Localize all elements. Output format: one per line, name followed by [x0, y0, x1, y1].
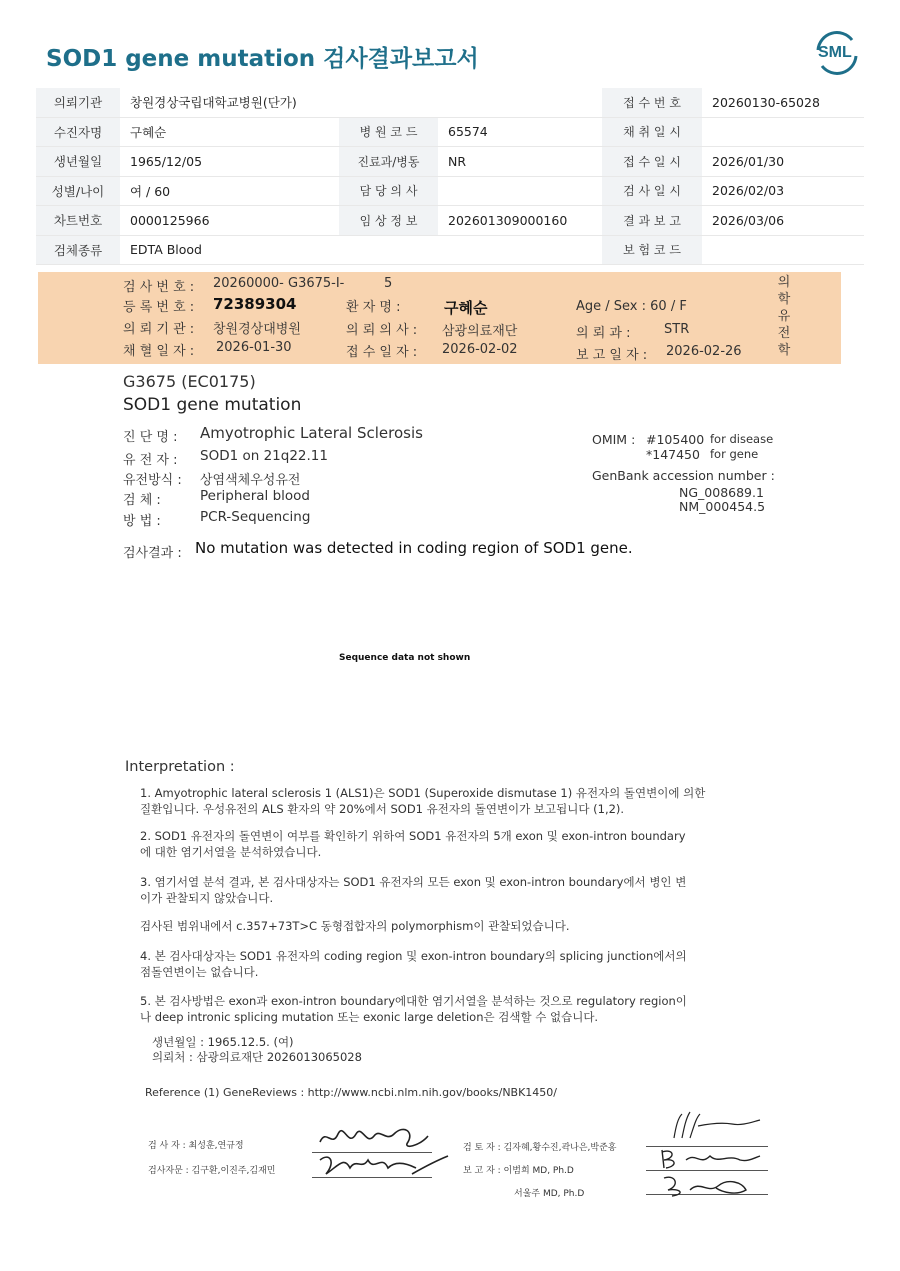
diag-value: Amyotrophic Lateral Sclerosis [200, 424, 423, 442]
band-doc-label: 의 뢰 의 사 : [346, 323, 418, 338]
org-value: 창원경상국립대학교병원(단가) [120, 88, 602, 117]
band-draw: 2026-01-30 [216, 340, 292, 355]
interp-1b: 질환입니다. 우성유전의 ALS 환자의 약 20%에서 SOD1 유전자의 돌연변이가 보고됩니다 (1,2). [140, 802, 625, 816]
chart-label: 차트번호 [36, 206, 120, 236]
band-recv: 2026-02-02 [442, 342, 518, 357]
reporter2-signature [656, 1172, 766, 1198]
band-test-no-suffix: 5 [384, 276, 393, 291]
band-reg: 72389304 [213, 295, 297, 313]
interpretation-title: Interpretation : [125, 759, 235, 775]
band-doc: 삼광의료재단 [442, 324, 518, 339]
omim-gene-note: for gene [710, 447, 759, 461]
band-org: 창원경상대병원 [213, 322, 301, 337]
table-row [36, 235, 864, 265]
reporter2: 서울주 MD, Ph.D [514, 1189, 585, 1199]
dob-line: 생년월일 : 1965.12.5. (여) [152, 1035, 294, 1049]
reporter-signature [656, 1146, 766, 1172]
dept-value: NR [438, 147, 602, 177]
chart-value: 0000125966 [120, 206, 339, 236]
table-row [36, 117, 864, 147]
band-reg-label: 등 록 번 호 : [123, 300, 195, 315]
genbank-nm: NM_000454.5 [679, 499, 766, 514]
band-report: 2026-02-26 [666, 344, 742, 359]
band-org-label: 의 뢰 기 관 : [123, 322, 195, 337]
band-recv-label: 접 수 일 자 : [346, 345, 418, 360]
reviewer: 검 토 자 : 김자혜,황수진,곽나은,박준홍 [463, 1143, 617, 1153]
omim-disease: #105400 [646, 432, 705, 447]
sex-value: 여 / 60 [120, 176, 339, 206]
band-age-sex: Age / Sex : 60 / F [576, 299, 687, 314]
test-date-label: 검 사 일 시 [602, 176, 702, 206]
omim-disease-note: for disease [710, 432, 774, 446]
table-row [36, 176, 864, 206]
org-label: 의뢰기관 [36, 88, 120, 117]
band-test-no: 20260000- G3675-I- [213, 276, 345, 291]
hosp-code-value: 65574 [438, 117, 602, 147]
method-label: 방 법 : [123, 514, 161, 529]
sequence-note: Sequence data not shown [339, 653, 471, 663]
interp-3b: 이가 관찰되지 않았습니다. [140, 891, 274, 905]
genbank-ng: NG_008689.1 [679, 485, 764, 500]
specimen-label: 검체종류 [36, 235, 120, 265]
dept-label: 진료과/병동 [339, 147, 438, 177]
genbank-label: GenBank accession number : [592, 468, 775, 483]
spec-value: Peripheral blood [200, 488, 310, 504]
test-name: SOD1 gene mutation [123, 395, 302, 415]
doctor-value [438, 176, 602, 206]
collect-value [702, 117, 864, 147]
reviewer-signature [668, 1108, 768, 1146]
logo-text: SML [818, 44, 852, 61]
table-row [36, 88, 864, 117]
reg-no-label: 접 수 번 호 [602, 88, 702, 117]
org-line: 의뢰처 : 삼광의료재단 2026013065028 [152, 1050, 362, 1064]
result-text: No mutation was detected in coding region of SOD1 gene. [195, 539, 633, 557]
table-row [36, 147, 864, 177]
result-label: 검사결과 : [123, 546, 182, 561]
interp-5b: 나 deep intronic splicing mutation 또는 exonic large deletion은 검색할 수 없습니다. [140, 1010, 599, 1024]
interp-2b: 에 대한 염기서열을 분석하였습니다. [140, 845, 322, 859]
band-draw-label: 채 혈 일 자 : [123, 344, 195, 359]
result-date-label: 결 과 보 고 [602, 206, 702, 236]
clin-value: 202601309000160 [438, 206, 602, 236]
interp-1a: 1. Amyotrophic lateral sclerosis 1 (ALS1)은 SOD1 (Superoxide dismutase 1) 유전자의 돌연변이에 의한 [140, 786, 706, 800]
interp-2a: 2. SOD1 유전자의 돌연변이 여부를 확인하기 위하여 SOD1 유전자의 5개 exon 및 exon-intron boundary [140, 829, 686, 843]
gene-value: SOD1 on 21q22.11 [200, 448, 328, 464]
hosp-code-label: 병 원 코 드 [339, 117, 438, 147]
band-pt-label: 환 자 명 : [346, 300, 401, 315]
dob-value: 1965/12/05 [120, 147, 339, 177]
interp-3a: 3. 염기서열 분석 결과, 본 검사대상자는 SOD1 유전자의 모든 exon 및 exon-intron boundary에서 병인 변 [140, 875, 687, 889]
interp-3c: 검사된 범위내에서 c.357+73T>C 동형접합자의 polymorphism이 관찰되었습니다. [140, 919, 570, 933]
dob-label: 생년월일 [36, 147, 120, 177]
insur-value [702, 235, 864, 265]
clin-label: 임 상 정 보 [339, 206, 438, 236]
specimen-value: EDTA Blood [120, 235, 602, 265]
collect-label: 채 취 일 시 [602, 117, 702, 147]
interp-5a: 5. 본 검사방법은 exon과 exon-intron boundary에대한 염기서열을 분석하는 것으로 regulatory region이 [140, 994, 687, 1008]
examiner: 검 사 자 : 최성훈,연규정 [148, 1141, 244, 1151]
info-table [36, 88, 864, 265]
table-row [36, 206, 864, 236]
method-value: PCR-Sequencing [200, 509, 311, 525]
recv-label: 접 수 일 시 [602, 147, 702, 177]
inh-label: 유전방식 : [123, 473, 182, 488]
reg-no-value: 20260130-65028 [702, 88, 864, 117]
omim-gene: *147450 [646, 447, 700, 462]
band-dept: STR [664, 322, 690, 337]
band-side-text: 의 학 유 전 학 [777, 275, 791, 358]
advisor: 검사자문 : 김구환,이진주,김재민 [148, 1166, 276, 1176]
interp-4b: 점돌연변이는 없습니다. [140, 965, 259, 979]
page-title: SOD1 gene mutation 검사결과보고서 [46, 46, 479, 72]
scanned-report [38, 272, 841, 1212]
band-report-label: 보 고 일 자 : [576, 348, 648, 363]
result-date-value: 2026/03/06 [702, 206, 864, 236]
patient-value: 구혜순 [120, 117, 339, 147]
band-dept-label: 의 뢰 과 : [576, 326, 631, 341]
band-test-no-label: 검 사 번 호 : [123, 280, 195, 295]
reporter: 보 고 자 : 이범희 MD, Ph.D [463, 1166, 574, 1176]
spec-label: 검 체 : [123, 493, 161, 508]
omim-label: OMIM : [592, 432, 636, 447]
recv-value: 2026/01/30 [702, 147, 864, 177]
patient-label: 수진자명 [36, 117, 120, 147]
advisor-signature [316, 1148, 456, 1182]
insur-label: 보 험 코 드 [602, 235, 702, 265]
interp-4a: 4. 본 검사대상자는 SOD1 유전자의 coding region 및 exon-intron boundary의 splicing junction에서의 [140, 949, 687, 963]
doctor-label: 담 당 의 사 [339, 176, 438, 206]
band-pt: 구혜순 [444, 299, 488, 317]
reference: Reference (1) GeneReviews : http://www.ncbi.nlm.nih.gov/books/NBK1450/ [145, 1086, 558, 1099]
sex-label: 성별/나이 [36, 176, 120, 206]
test-code: G3675 (EC0175) [123, 372, 256, 391]
gene-label: 유 전 자 : [123, 453, 178, 468]
inh-value: 상염색체우성유전 [200, 473, 301, 488]
test-date-value: 2026/02/03 [702, 176, 864, 206]
diag-label: 진 단 명 : [123, 430, 178, 445]
